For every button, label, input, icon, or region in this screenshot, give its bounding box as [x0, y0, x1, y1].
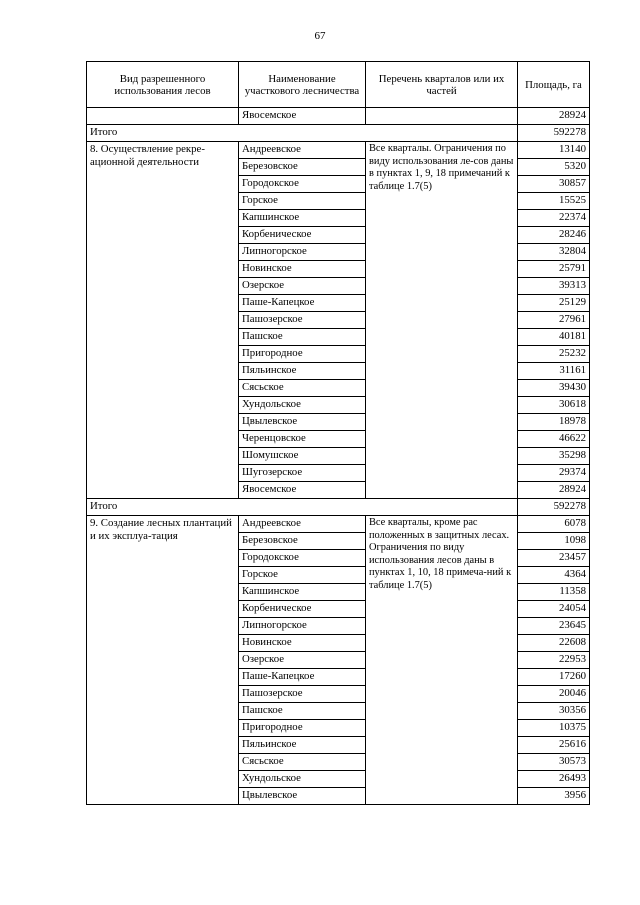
forestry-cell: Пригородное: [239, 346, 366, 363]
area-cell: 25616: [518, 737, 590, 754]
total-label: Итого: [87, 125, 518, 142]
use-cell: [87, 108, 239, 125]
area-cell: 30618: [518, 397, 590, 414]
area-cell: 40181: [518, 329, 590, 346]
header-forestry: Наименование участкового лесничества: [239, 62, 366, 108]
forestry-cell: Пашское: [239, 329, 366, 346]
forestry-cell: Сясьское: [239, 380, 366, 397]
forestry-cell: Березовское: [239, 159, 366, 176]
forestry-cell: Городокское: [239, 550, 366, 567]
forestry-cell: Озерское: [239, 278, 366, 295]
total-value: 592278: [518, 125, 590, 142]
header-use-type: Вид разрешенного использования лесов: [87, 62, 239, 108]
forestry-cell: Явосемское: [239, 108, 366, 125]
area-cell: 15525: [518, 193, 590, 210]
forestry-cell: Пашозерское: [239, 312, 366, 329]
forestry-cell: Горское: [239, 193, 366, 210]
area-cell: 5320: [518, 159, 590, 176]
header-area: Площадь, га: [518, 62, 590, 108]
area-cell: 29374: [518, 465, 590, 482]
total-row: [87, 125, 590, 142]
use-type-cell-8: 8. Осуществление рекре-ационной деятельности: [87, 142, 239, 499]
area-cell: 26493: [518, 771, 590, 788]
forestry-cell: Капшинское: [239, 584, 366, 601]
quarters-cell-9: Все кварталы, кроме рас положенных в защитных лесах. Ограничения по виду использования лесов даны в пунктах 1, 10, 18 примеча-ний к таблице 1.7(5): [366, 516, 518, 805]
area-cell: 3956: [518, 788, 590, 805]
forestry-cell: Паше-Капецкое: [239, 669, 366, 686]
forestry-cell: Цвылевское: [239, 414, 366, 431]
area-cell: 25791: [518, 261, 590, 278]
area-cell: 28246: [518, 227, 590, 244]
area-cell: 32804: [518, 244, 590, 261]
page-number: 67: [314, 30, 326, 42]
area-cell: 46622: [518, 431, 590, 448]
forestry-cell: Явосемское: [239, 482, 366, 499]
section-8-first-row: [87, 142, 590, 159]
area-cell: 25129: [518, 295, 590, 312]
area-cell: 31161: [518, 363, 590, 380]
area-cell: 13140: [518, 142, 590, 159]
forestry-cell: Пашское: [239, 703, 366, 720]
forestry-cell: Липногорское: [239, 618, 366, 635]
forestry-cell: Пашозерское: [239, 686, 366, 703]
quarters-cell: [366, 108, 518, 125]
table-row: [87, 108, 590, 125]
area-cell: 1098: [518, 533, 590, 550]
area-cell: 39313: [518, 278, 590, 295]
forestry-cell: Горское: [239, 567, 366, 584]
area-cell: 30573: [518, 754, 590, 771]
forestry-cell: Новинское: [239, 635, 366, 652]
total-value: 592278: [518, 499, 590, 516]
area-cell: 23645: [518, 618, 590, 635]
area-cell: 28924: [518, 108, 590, 125]
area-cell: 22608: [518, 635, 590, 652]
forestry-cell: Андреевское: [239, 516, 366, 533]
area-cell: 30356: [518, 703, 590, 720]
forestry-cell: Пяльинское: [239, 363, 366, 380]
forestry-cell: Липногорское: [239, 244, 366, 261]
forestry-cell: Новинское: [239, 261, 366, 278]
forestry-cell: Паше-Капецкое: [239, 295, 366, 312]
area-cell: 18978: [518, 414, 590, 431]
area-cell: 10375: [518, 720, 590, 737]
area-cell: 6078: [518, 516, 590, 533]
section-9-first-row: [87, 516, 590, 533]
area-cell: 11358: [518, 584, 590, 601]
area-cell: 30857: [518, 176, 590, 193]
area-cell: 4364: [518, 567, 590, 584]
table-body: [87, 108, 590, 805]
forestry-cell: Пяльинское: [239, 737, 366, 754]
area-cell: 20046: [518, 686, 590, 703]
area-cell: 22953: [518, 652, 590, 669]
area-cell: 25232: [518, 346, 590, 363]
total-label: Итого: [87, 499, 518, 516]
forestry-cell: Андреевское: [239, 142, 366, 159]
forestry-cell: Корбеническое: [239, 227, 366, 244]
forestry-cell: Корбеническое: [239, 601, 366, 618]
forestry-cell: Черенцовское: [239, 431, 366, 448]
total-row: [87, 499, 590, 516]
area-cell: 24054: [518, 601, 590, 618]
area-cell: 17260: [518, 669, 590, 686]
forestry-cell: Березовское: [239, 533, 366, 550]
area-cell: 35298: [518, 448, 590, 465]
header-quarters: Перечень кварталов или их частей: [366, 62, 518, 108]
area-cell: 27961: [518, 312, 590, 329]
forest-use-table: [86, 61, 590, 805]
forestry-cell: Хундольское: [239, 771, 366, 788]
area-cell: 23457: [518, 550, 590, 567]
forestry-cell: Озерское: [239, 652, 366, 669]
forestry-cell: Городокское: [239, 176, 366, 193]
area-cell: 28924: [518, 482, 590, 499]
forestry-cell: Цвылевское: [239, 788, 366, 805]
forestry-cell: Хундольское: [239, 397, 366, 414]
forestry-cell: Шомушское: [239, 448, 366, 465]
forestry-cell: Пригородное: [239, 720, 366, 737]
forestry-cell: Капшинское: [239, 210, 366, 227]
area-cell: 22374: [518, 210, 590, 227]
quarters-cell-8: Все кварталы. Ограничения по виду использования ле-сов даны в пунктах 1, 9, 18 примечаний к таблице 1.7(5): [366, 142, 518, 499]
forestry-cell: Сясьское: [239, 754, 366, 771]
forestry-cell: Шугозерское: [239, 465, 366, 482]
use-type-cell-9: 9. Создание лесных плантаций и их эксплуа-тация: [87, 516, 239, 805]
area-cell: 39430: [518, 380, 590, 397]
